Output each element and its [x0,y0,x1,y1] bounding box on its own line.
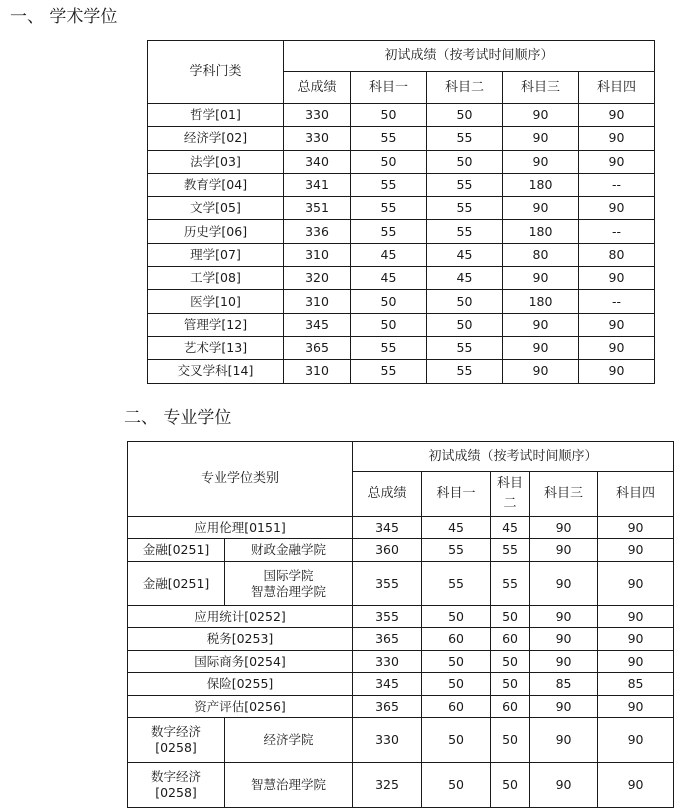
degree-type-cell: 资产评估[0256] [128,696,353,718]
col-header-subject-1: 科目一 [422,472,491,517]
score-cell: 50 [351,104,427,127]
score-cell: 90 [579,360,655,383]
score-cell: 355 [353,606,422,628]
score-cell: 50 [491,763,530,808]
score-cell: 50 [427,313,503,336]
score-cell: 55 [351,360,427,383]
category-header: 学科门类 [148,41,284,104]
score-group-header: 初试成绩（按考试时间顺序） [284,41,655,72]
table-row [128,696,674,718]
discipline-cell: 教育学[04] [148,173,284,196]
score-cell: 50 [422,606,491,628]
score-cell: 90 [598,562,674,606]
discipline-cell: 哲学[01] [148,104,284,127]
score-cell: 80 [503,243,579,266]
score-cell: 60 [491,628,530,651]
score-cell: 90 [503,150,579,173]
table-row [148,104,655,127]
col-header-subject-4: 科目四 [579,72,655,104]
score-cell: 90 [530,651,598,673]
degree-type-cell: 金融[0251] [128,562,225,606]
discipline-cell: 理学[07] [148,243,284,266]
score-cell: 345 [353,673,422,696]
score-cell: 90 [530,628,598,651]
school-cell: 智慧治理学院 [225,763,353,808]
score-cell: 90 [579,150,655,173]
academic-score-table [147,40,655,384]
score-cell: 341 [284,173,351,196]
score-cell: -- [579,173,655,196]
score-cell: 90 [579,313,655,336]
score-cell: 60 [491,696,530,718]
table-row [148,127,655,150]
score-cell: 320 [284,267,351,290]
school-cell: 财政金融学院 [225,539,353,562]
score-cell: 55 [427,127,503,150]
score-cell: 55 [351,220,427,243]
score-cell: 90 [598,696,674,718]
table-row [128,562,674,606]
score-cell: 50 [422,763,491,808]
discipline-cell: 历史学[06] [148,220,284,243]
score-cell: 90 [579,267,655,290]
col-header-subject-4: 科目四 [598,472,674,517]
score-cell: 90 [503,127,579,150]
score-group-header: 初试成绩（按考试时间顺序） [353,442,674,472]
col-header-subject-2: 科目二 [427,72,503,104]
score-cell: 180 [503,290,579,313]
score-cell: 55 [427,173,503,196]
discipline-cell: 经济学[02] [148,127,284,150]
degree-type-cell: 数字经济 [0258] [128,718,225,763]
school-cell: 经济学院 [225,718,353,763]
score-cell: 330 [353,651,422,673]
score-cell: 365 [284,336,351,359]
score-cell: 55 [351,173,427,196]
score-cell: 336 [284,220,351,243]
score-cell: 310 [284,243,351,266]
table-row [128,763,674,808]
score-cell: 50 [491,718,530,763]
discipline-cell: 艺术学[13] [148,336,284,359]
score-cell: 90 [530,696,598,718]
discipline-cell: 管理学[12] [148,313,284,336]
score-cell: 45 [427,243,503,266]
score-cell: 365 [353,696,422,718]
table-row [128,651,674,673]
score-cell: 365 [353,628,422,651]
score-cell: -- [579,220,655,243]
score-cell: 50 [491,651,530,673]
score-cell: 80 [579,243,655,266]
table-row [148,150,655,173]
score-cell: 90 [598,763,674,808]
score-cell: 45 [427,267,503,290]
table-row [148,197,655,220]
score-cell: 55 [351,336,427,359]
score-cell: 90 [598,628,674,651]
score-cell: 55 [491,539,530,562]
col-header-subject-3: 科目三 [503,72,579,104]
score-cell: 45 [491,517,530,539]
table-row [148,243,655,266]
score-cell: 180 [503,173,579,196]
score-cell: 90 [503,197,579,220]
academic-section-heading: 一、 学术学位 [10,7,118,27]
score-cell: 330 [353,718,422,763]
score-cell: 45 [422,517,491,539]
score-cell: 90 [579,127,655,150]
discipline-cell: 医学[10] [148,290,284,313]
score-cell: 55 [422,562,491,606]
score-cell: -- [579,290,655,313]
score-cell: 345 [284,313,351,336]
col-header-subject-2: 科目二 [491,472,530,517]
score-cell: 180 [503,220,579,243]
col-header-total: 总成绩 [284,72,351,104]
score-cell: 90 [503,104,579,127]
score-cell: 55 [427,197,503,220]
score-cell: 55 [427,220,503,243]
score-cell: 50 [427,104,503,127]
degree-type-cell: 应用统计[0252] [128,606,353,628]
table-row [148,173,655,196]
score-cell: 50 [491,606,530,628]
score-cell: 90 [530,539,598,562]
table-row [148,290,655,313]
degree-type-cell: 税务[0253] [128,628,353,651]
table-row [148,267,655,290]
score-cell: 90 [598,718,674,763]
score-cell: 310 [284,360,351,383]
table-row [128,673,674,696]
score-cell: 330 [284,104,351,127]
score-cell: 90 [598,539,674,562]
professional-section-heading: 二、 专业学位 [124,408,232,428]
score-cell: 345 [353,517,422,539]
degree-type-cell: 国际商务[0254] [128,651,353,673]
score-cell: 50 [422,651,491,673]
score-cell: 85 [598,673,674,696]
score-cell: 90 [503,360,579,383]
score-cell: 90 [530,562,598,606]
table-row [128,606,674,628]
score-cell: 340 [284,150,351,173]
table-row [128,718,674,763]
table-row [128,628,674,651]
table-row [148,313,655,336]
score-cell: 50 [491,673,530,696]
score-cell: 325 [353,763,422,808]
score-cell: 90 [503,267,579,290]
table-row [148,360,655,383]
score-cell: 90 [503,336,579,359]
table-row [148,220,655,243]
col-header-subject-3: 科目三 [530,472,598,517]
degree-type-header: 专业学位类别 [128,442,353,517]
score-cell: 90 [530,606,598,628]
score-cell: 55 [351,197,427,220]
school-cell: 国际学院 智慧治理学院 [225,562,353,606]
score-cell: 90 [530,517,598,539]
score-cell: 90 [503,313,579,336]
score-cell: 50 [351,313,427,336]
score-cell: 45 [351,243,427,266]
score-cell: 90 [530,718,598,763]
col-header-total: 总成绩 [353,472,422,517]
degree-type-cell: 保险[0255] [128,673,353,696]
degree-type-cell: 金融[0251] [128,539,225,562]
score-cell: 60 [422,696,491,718]
degree-type-cell: 数字经济 [0258] [128,763,225,808]
score-cell: 330 [284,127,351,150]
score-cell: 85 [530,673,598,696]
score-cell: 90 [598,517,674,539]
professional-score-table [127,441,674,808]
score-cell: 45 [351,267,427,290]
score-cell: 360 [353,539,422,562]
score-cell: 55 [351,127,427,150]
score-cell: 50 [427,150,503,173]
score-cell: 90 [579,104,655,127]
score-cell: 90 [598,606,674,628]
score-cell: 90 [530,763,598,808]
score-cell: 90 [579,336,655,359]
table-row [128,539,674,562]
score-cell: 50 [422,673,491,696]
table-row [148,336,655,359]
score-cell: 50 [351,290,427,313]
score-cell: 50 [422,718,491,763]
discipline-cell: 工学[08] [148,267,284,290]
degree-type-cell: 应用伦理[0151] [128,517,353,539]
score-cell: 50 [351,150,427,173]
table-row [128,517,674,539]
discipline-cell: 法学[03] [148,150,284,173]
score-cell: 310 [284,290,351,313]
score-cell: 55 [491,562,530,606]
score-cell: 90 [579,197,655,220]
score-cell: 55 [427,360,503,383]
score-cell: 351 [284,197,351,220]
score-cell: 355 [353,562,422,606]
discipline-cell: 文学[05] [148,197,284,220]
score-cell: 50 [427,290,503,313]
score-cell: 90 [598,651,674,673]
score-cell: 60 [422,628,491,651]
score-cell: 55 [427,336,503,359]
discipline-cell: 交叉学科[14] [148,360,284,383]
col-header-subject-1: 科目一 [351,72,427,104]
score-cell: 55 [422,539,491,562]
